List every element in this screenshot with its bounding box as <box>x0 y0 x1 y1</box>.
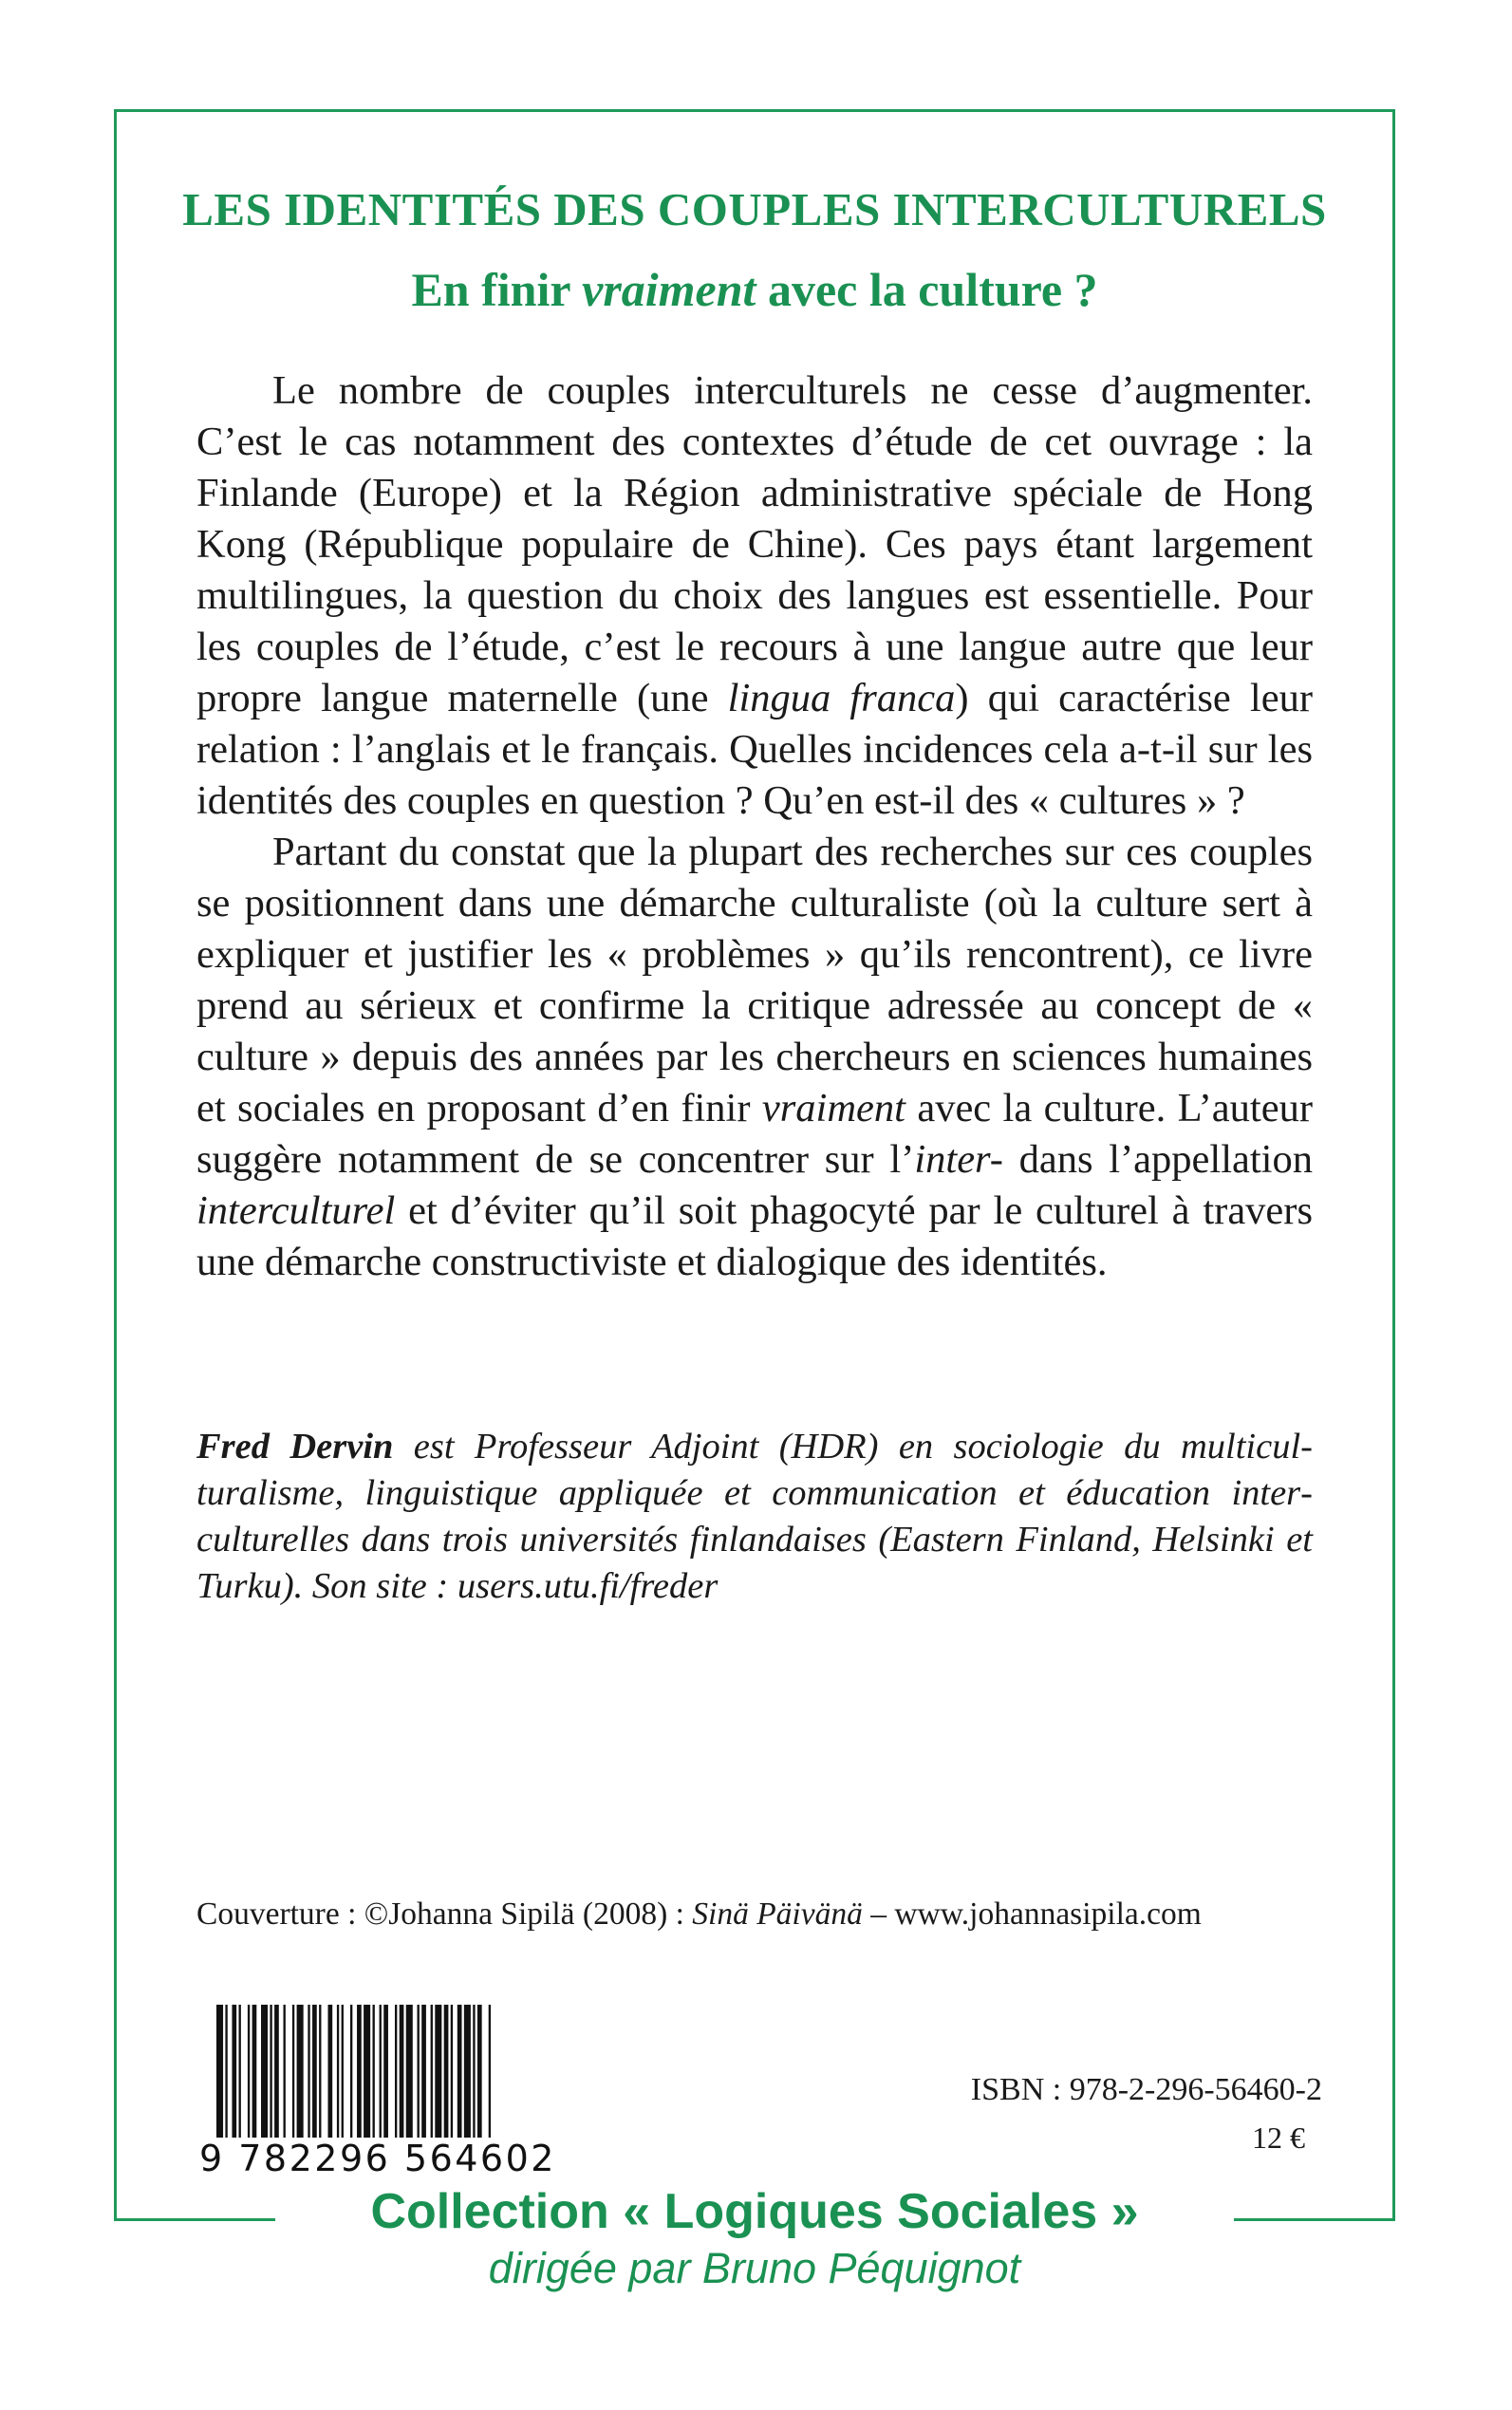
barcode-bar <box>319 2005 321 2138</box>
subtitle-after: avec la culture ? <box>756 263 1098 316</box>
barcode-bar <box>274 2005 279 2138</box>
barcode-bar <box>337 2005 339 2138</box>
barcode-bar <box>477 2005 482 2138</box>
barcode-bar <box>373 2005 375 2138</box>
barcode-bar <box>406 2005 413 2138</box>
barcode-bar <box>400 2005 404 2138</box>
collection-name: Collection « Logiques Sociales » <box>370 2184 1139 2239</box>
collection-director: dirigée par Bruno Péquignot <box>488 2244 1021 2292</box>
barcode-bar <box>328 2005 333 2138</box>
p2-text-d: et d’éviter qu’il soit phagocyté par le culturel à travers une démarche constructiviste et dialogique des identités. <box>196 1188 1313 1284</box>
barcode-bar <box>216 2005 223 2138</box>
barcode-bar <box>239 2005 241 2138</box>
barcode-bar <box>395 2005 397 2138</box>
barcode-bar <box>292 2005 294 2138</box>
blurb <box>196 365 1313 1288</box>
barcode-bar <box>261 2005 268 2138</box>
barcode-bar <box>435 2005 441 2138</box>
barcode-bar <box>232 2005 236 2138</box>
barcode-bar <box>350 2005 352 2138</box>
author-bio-text: est Professeur Adjoint (HDR) en sociologie du multiculturalisme, linguistique appliquée et communication et éducation interculturelles dans trois universités finlandaises (Eastern Finland, Helsinki et Turku). Son site : users.utu.fi/freder <box>196 1427 1313 1606</box>
p1-text-a: Le nombre de couples interculturels ne cesse d’augmenter. C’est le cas notamment des contextes d’étude de cet ouvrage : la Finlande (Europe) et la Région administrative spéciale de Hong Kong (République populaire de Chine). Ces pays étant largement multilingues, la question du choix des langues est essentielle. Pour les couples de l’étude, c’est le recours à une langue autre que leur propre langue maternelle (une <box>196 368 1313 720</box>
p2-italic-3: interculturel <box>196 1188 396 1233</box>
isbn-barcode <box>216 2005 588 2138</box>
book-subtitle <box>114 262 1395 317</box>
barcode-bar <box>421 2005 426 2138</box>
barcode-bar <box>270 2005 271 2138</box>
barcode-bar <box>444 2005 449 2138</box>
barcode-bar <box>364 2005 370 2138</box>
author-name: Fred Dervin <box>196 1427 394 1467</box>
barcode-bar <box>464 2005 471 2138</box>
author-bio <box>196 1424 1313 1610</box>
blurb-paragraph-2 <box>196 827 1313 1288</box>
barcode-bar <box>431 2005 433 2138</box>
barcode-bar <box>383 2005 388 2138</box>
credit-prefix: Couverture : ©Johanna Sipilä (2008) : <box>196 1896 693 1932</box>
price: 12 € <box>1252 2120 1305 2155</box>
p1-text-b: ) qui caractérise leur relation : l’anglais et le français. Quelles incidences cela a-t-il sur les identités des couples en question ? Qu’en est-il des « cultures » ? <box>196 676 1314 823</box>
barcode-bar <box>248 2005 250 2138</box>
barcode-bar <box>380 2005 382 2138</box>
barcode-bar <box>451 2005 453 2138</box>
subtitle-emphasis: vraiment <box>582 263 756 316</box>
credit-work-title: Sinä Päivänä <box>692 1896 863 1932</box>
subtitle-before: En finir <box>411 263 583 316</box>
barcode-bar <box>297 2005 304 2138</box>
barcode-bar <box>312 2005 317 2138</box>
barcode-bar <box>457 2005 462 2138</box>
p2-italic-1: vraiment <box>761 1086 905 1130</box>
barcode-bar <box>225 2005 227 2138</box>
barcode-bar <box>489 2005 491 2138</box>
barcode-bar <box>308 2005 309 2138</box>
barcode-digits: 9 782296 564602 <box>199 2138 556 2179</box>
credit-suffix: – www.johannasipila.com <box>862 1896 1202 1932</box>
barcode-bar <box>473 2005 475 2138</box>
barcode-bar <box>418 2005 420 2138</box>
cover-credit <box>196 1896 1313 1934</box>
p2-text-a: Partant du constat que la plupart des recherches sur ces couples se positionnent dans une démarche culturaliste (où la culture sert à expliquer et justifier les « problèmes » qu’ils rencontrent), ce livre prend au sérieux et confirme la critique adressée au concept de « culture » depuis des années par les chercheurs en sciences humaines et sociales en proposant d’en finir <box>196 830 1313 1130</box>
isbn-number: ISBN : 978-2-296-56460-2 <box>970 2072 1322 2107</box>
p1-italic: lingua franca <box>727 676 956 720</box>
barcode-bar <box>252 2005 257 2138</box>
book-title: LES IDENTITÉS DES COUPLES INTERCULTURELS <box>182 183 1327 235</box>
p2-text-b: avec la culture. L’auteur suggère notamment de se concentrer sur l’ <box>196 1086 1313 1182</box>
p2-italic-2: inter- <box>914 1137 1003 1182</box>
p2-text-c: dans l’appellation <box>1002 1137 1313 1182</box>
barcode-bar <box>342 2005 344 2138</box>
barcode-bar <box>357 2005 362 2138</box>
barcode-bar <box>284 2005 286 2138</box>
blurb-paragraph-1 <box>196 365 1313 827</box>
